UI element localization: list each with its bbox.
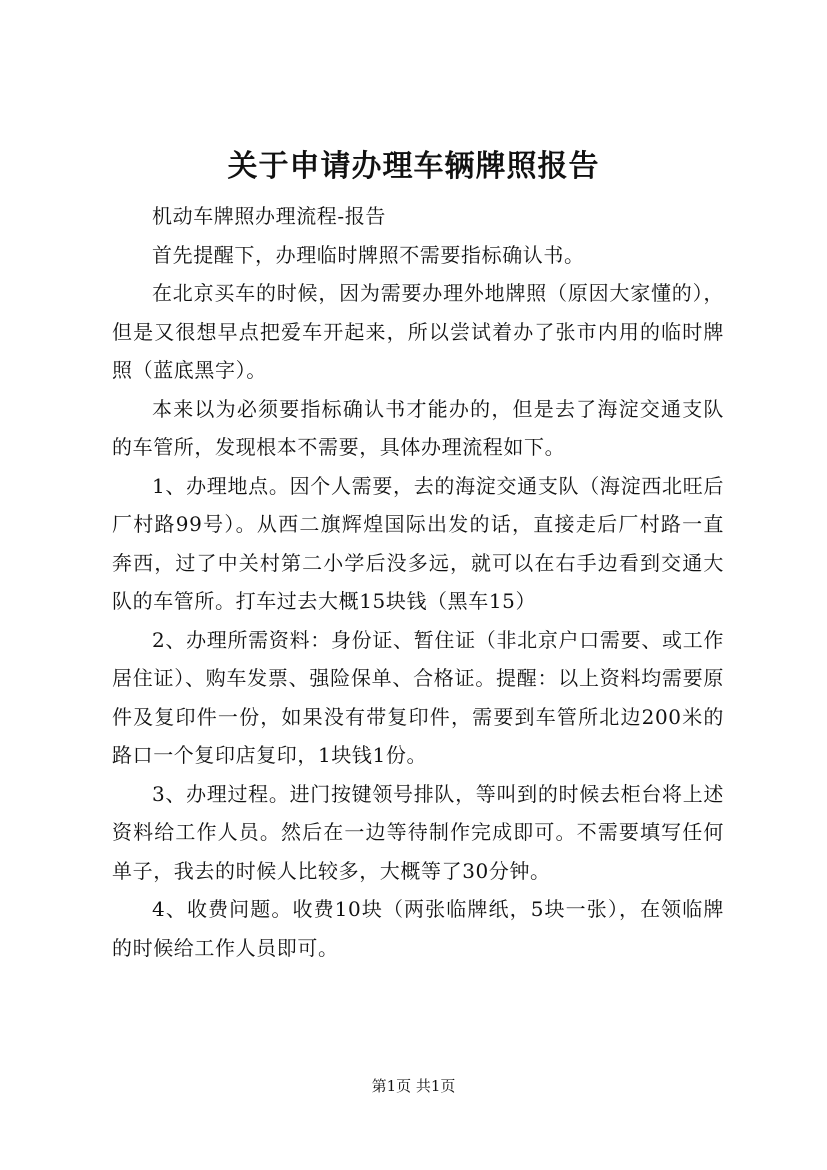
paragraph-reminder: 首先提醒下，办理临时牌照不需要指标确认书。 — [152, 242, 585, 267]
paragraph-background: 在北京买车的时候，因为需要办理外地牌照（原因大家懂的），但是又很想早点把爱车开起来，所以尝试着办了张市内用的临时牌照（蓝底黑字）。 — [112, 281, 724, 382]
paragraph-location: 1、办理地点。因个人需要，去的海淀交通支队（海淀西北旺后厂村路99号）。从西二旗辉煌国际出发的话，直接走后厂村路一直奔西，过了中关村第二小学后没多远，就可以在右手边看到交通大队的车管所。打车过去大概15块钱（黑车15） — [112, 473, 724, 613]
document-title: 关于申请办理车辆牌照报告 — [227, 149, 600, 184]
page-number-footer: 第1页 共1页 — [371, 1077, 456, 1095]
paragraph-intro: 本来以为必须要指标确认书才能办的，但是去了海淀交通支队的车管所，发现根本不需要，具体办理流程如下。 — [112, 396, 724, 459]
paragraph-process: 3、办理过程。进门按键领号排队，等叫到的时候去柜台将上述资料给工作人员。然后在一边等待制作完成即可。不需要填写任何单子，我去的时候人比较多，大概等了30分钟。 — [112, 781, 724, 883]
document-body — [112, 197, 724, 967]
paragraph-documents: 2、办理所需资料：身份证、暂住证（非北京户口需要、或工作居住证）、购车发票、强险保单、合格证。提醒：以上资料均需要原件及复印件一份，如果没有带复印件，需要到车管所北边200米的路口一个复印店复印，1块钱1份。 — [112, 627, 724, 767]
paragraph-fees: 4、收费问题。收费10块（两张临牌纸，5块一张），在领临牌的时候给工作人员即可。 — [112, 897, 724, 960]
paragraph-subtitle: 机动车牌照办理流程-报告 — [152, 204, 386, 228]
